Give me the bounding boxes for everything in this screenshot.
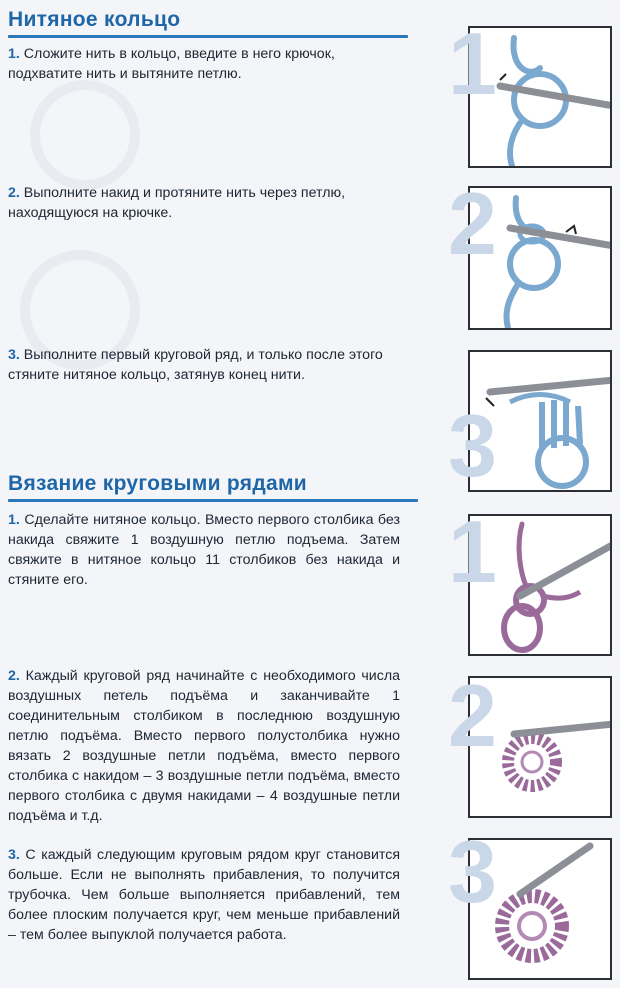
figure-number: 1 bbox=[448, 502, 497, 601]
step-number: 1. bbox=[8, 512, 20, 528]
step-number: 1. bbox=[8, 46, 20, 62]
step-number: 3. bbox=[8, 847, 20, 863]
step-text: С каждый следующим круговым рядом круг становится больше. Если не выполнять прибавления, то получится трубочка. Чем больше выполняется прибавлений, тем более плоским получается круг, чем меньше прибавлений – тем более выпуклой получается работа. bbox=[8, 847, 401, 943]
section-title-round-rows: Вязание круговыми рядами bbox=[8, 472, 307, 495]
step-thread-ring-3 bbox=[8, 345, 400, 385]
step-text: Сложите нить в кольцо, введите в него крючок, подхватите нить и вытяните петлю. bbox=[8, 46, 335, 82]
step-thread-ring-1 bbox=[8, 44, 400, 84]
step-round-rows-3 bbox=[8, 845, 400, 945]
step-number: 2. bbox=[8, 668, 20, 684]
step-text: Сделайте нитяное кольцо. Вместо первого столбика без накида свяжите 1 воздушную петлю подъема. Затем свяжите в нитяное кольцо 11 столбиков без накида и стяните его. bbox=[8, 512, 400, 588]
step-round-rows-2 bbox=[8, 666, 400, 826]
step-round-rows-1 bbox=[8, 510, 400, 590]
figure-number: 1 bbox=[448, 14, 497, 113]
step-number: 2. bbox=[8, 185, 20, 201]
figure-number: 2 bbox=[448, 174, 497, 273]
figure-number: 3 bbox=[448, 822, 497, 921]
section-title-thread-ring: Нитяное кольцо bbox=[8, 8, 181, 31]
section-title-underline bbox=[8, 35, 408, 38]
step-text: Каждый круговой ряд начинайте с необходимого числа воздушных петель подъёма и заканчивайте 1 соединительным столбиком в последнюю воздушную петлю подъёма. Вместо первого полустолбика нужно вязать 2 воздушные петли подъёма, вместо первого столбика с накидом – 3 воздушные петли подъёма, вместо первого столбика с двумя накидами – 4 воздушные петли подъёма и т.д. bbox=[8, 668, 400, 824]
step-thread-ring-2 bbox=[8, 183, 400, 223]
step-number: 3. bbox=[8, 347, 20, 363]
step-text: Выполните накид и протяните нить через петлю, находящуюся на крючке. bbox=[8, 185, 346, 221]
figure-number: 3 bbox=[448, 396, 497, 495]
step-text: Выполните первый круговой ряд, и только после этого стяните нитяное кольцо, затянув конец нити. bbox=[8, 347, 383, 383]
section-title-underline bbox=[8, 499, 418, 502]
background-ghost-circle bbox=[30, 80, 140, 190]
figure-number: 2 bbox=[448, 666, 497, 765]
